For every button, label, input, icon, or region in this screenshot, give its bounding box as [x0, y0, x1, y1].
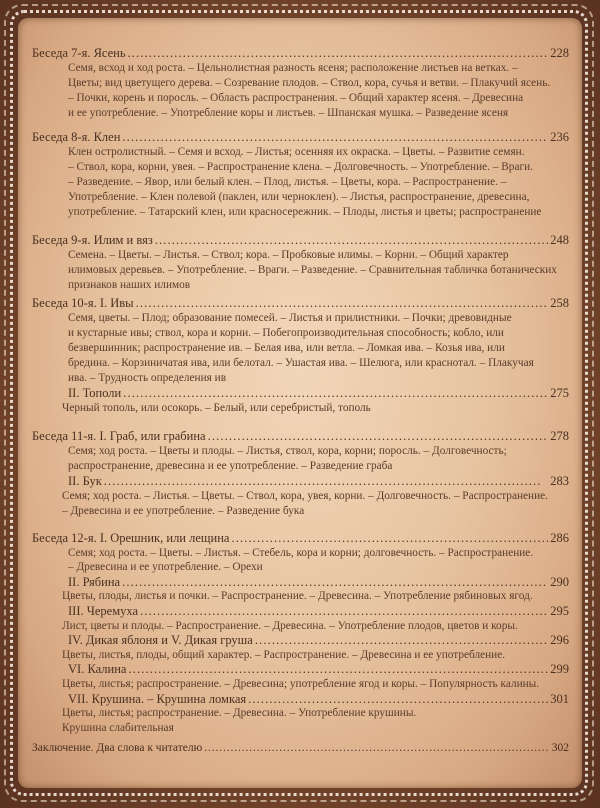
toc-description-line: распространение, древесина и ее употребление. – Разведение граба	[68, 460, 393, 472]
heading-title: Беседа 11-я. I. Граб, или грабина	[32, 429, 206, 443]
toc-description-line: Семя; ход роста. – Листья. – Цветы. – Ствол, кора, увея, корни. – Долговечность. – Распространение.	[62, 490, 548, 502]
page-number: 278	[550, 429, 569, 443]
page-number: 296	[550, 633, 569, 648]
toc-description-line: Цветы, листья; распространение. – Древесина. – Употребление крушины.	[62, 707, 417, 720]
toc-description-line: Крушина слабительная	[62, 721, 174, 734]
page-number: 236	[550, 130, 569, 144]
toc-description-line: Семя; ход роста. – Цветы. – Листья. – Стебель, кора и корни; долговечность. – Распространение.	[68, 546, 534, 559]
toc-heading[interactable]	[32, 531, 569, 546]
leader-dots	[122, 130, 548, 145]
heading-title: II. Рябина	[68, 574, 121, 589]
conclusion-page: 302	[551, 742, 569, 754]
toc-description-line: Употребление. – Клен полевой (паклен, или черноклен). – Листья, распространение, древесина,	[68, 191, 530, 203]
conclusion-title: Заключение. Два слова к читателю	[32, 742, 203, 754]
heading-title: Беседа 10-я. I. Ивы	[32, 296, 134, 310]
page-number: 301	[550, 691, 569, 706]
toc-description-line: илимовых деревьев. – Употребление. – Враги. – Разведение. – Сравнительная табличка ботанических	[68, 264, 557, 276]
leader-dots	[231, 531, 548, 546]
toc-description-line: бредина. – Корзиничатая ива, или белотал. – Ушастая ива. – Шелюга, или краснотал. – Плакучая	[68, 357, 534, 369]
toc-heading[interactable]	[32, 429, 569, 444]
leader-dots	[104, 474, 548, 489]
toc-heading[interactable]	[32, 633, 569, 648]
toc-description-line: Цветы, листья, плоды, общий характер. – Распространение. – Древесина и ее употребление.	[62, 648, 506, 661]
page-number: 290	[550, 574, 569, 589]
toc-conclusion[interactable]	[32, 741, 569, 756]
toc-heading[interactable]	[32, 662, 569, 677]
toc-heading[interactable]	[32, 46, 569, 61]
toc-heading[interactable]	[32, 130, 569, 145]
heading-title: II. Бук	[68, 474, 102, 488]
page-number: 286	[550, 531, 569, 545]
toc-description-line: признаков наших илимов	[68, 279, 191, 291]
toc-description-line: употребление. – Татарский клен, или красносережник. – Плоды, листья и цветы; распространение	[68, 206, 542, 218]
toc-heading[interactable]	[32, 604, 569, 619]
toc-description-line: – Почки, корень и поросль. – Область распространения. – Общий характер ясеня. – Древесина	[68, 92, 524, 104]
toc-heading[interactable]	[32, 233, 569, 248]
toc-section	[32, 233, 569, 293]
toc-description-line: Семя, всход и ход роста. – Цельнолистная разность ясеня; расположение листьев на ветках. –	[68, 62, 518, 74]
page-number: 295	[550, 603, 569, 618]
toc-section	[32, 130, 569, 220]
heading-title: Беседа 12-я. I. Орешник, или лещина	[32, 531, 230, 545]
page-number: 299	[550, 662, 569, 677]
heading-title: VI. Калина	[68, 662, 127, 677]
leader-dots	[255, 633, 548, 648]
leader-dots	[204, 741, 550, 756]
toc-description-line: – Ствол, кора, корни, увея. – Распространение клена. – Долговечность. – Употребление. – Враги.	[68, 161, 533, 173]
toc-heading[interactable]	[32, 474, 569, 489]
toc-heading[interactable]	[32, 575, 569, 590]
toc-section	[32, 429, 569, 519]
toc-section	[32, 531, 569, 735]
leader-dots	[208, 429, 549, 444]
toc-description-line: Клен остролистный. – Семя и всход. – Листья; осенняя их окраска. – Цветы. – Развитие семян.	[68, 146, 525, 158]
toc-description-line: и ее употребление. – Употребление коры и листьев. – Шпанская мушка. – Разведение ясеня	[68, 107, 509, 119]
toc-description-line: Цветы, листья; распространение. – Древесина; употребление ягод и коры. – Популярность калины.	[62, 677, 540, 690]
toc-description-line: Цветы, плоды, листья и почки. – Распространение. – Древесина. – Употребление рябиновых ягод.	[62, 590, 533, 603]
toc-description-line: и кустарные ивы; ствол, кора и корни. – Побегопроизводительная способность; кобло, или	[68, 327, 504, 339]
page-number: 228	[550, 46, 569, 60]
toc-description-line: – Разведение. – Явор, или белый клен. – Плод, листья. – Цветы, кора. – Распространение. –	[68, 176, 507, 188]
toc-heading[interactable]	[32, 692, 569, 707]
toc-description-line: Семя; ход роста. – Цветы и плоды. – Листья, ствол, кора, корни; поросль. – Долговечность;	[68, 445, 507, 457]
leader-dots	[128, 662, 548, 677]
page-number: 283	[550, 474, 569, 488]
leader-dots	[155, 233, 548, 248]
leader-dots	[123, 386, 548, 401]
heading-title: IV. Дикая яблоня и V. Дикая груша	[68, 633, 253, 648]
heading-title: Беседа 9-я. Илим и вяз	[32, 233, 153, 247]
page-number: 248	[550, 233, 569, 247]
leader-dots	[136, 296, 549, 311]
toc-description-line: Семена. – Цветы. – Листья. – Ствол; кора. – Пробковые илимы. – Корни. – Общий характер	[68, 249, 509, 261]
toc-description-line: ива. – Трудность определения ив	[68, 372, 227, 384]
page-number: 258	[550, 296, 569, 310]
toc-description-line: – Древесина и ее употребление. – Орехи	[68, 561, 263, 574]
heading-title: VII. Крушина. – Крушина ломкая	[68, 691, 247, 706]
leader-dots	[128, 46, 549, 61]
toc-description-line: Лист, цветы и плоды. – Распространение. – Древесина. – Употребление плодов, цветов и коры.	[62, 619, 518, 632]
page-number: 275	[550, 386, 569, 400]
toc-section	[32, 46, 569, 121]
toc-description-line: Семя, цветы. – Плод; образование помесей. – Листья и прилистники. – Почки; древовидные	[68, 312, 512, 324]
toc-description-line: – Древесина и ее употребление. – Разведение бука	[62, 505, 305, 517]
heading-title: Беседа 7-я. Ясень	[32, 46, 126, 60]
toc-heading[interactable]	[32, 386, 569, 401]
leader-dots	[122, 575, 548, 590]
heading-title: Беседа 8-я. Клен	[32, 130, 121, 144]
toc-description-line: безвершинник; распространение ив. – Белая ива, или ветла. – Ломкая ива. – Козья ива, или	[68, 342, 505, 354]
toc-heading[interactable]	[32, 296, 569, 311]
heading-title: II. Тополи	[68, 386, 122, 400]
toc-section	[32, 296, 569, 416]
leader-dots	[140, 604, 548, 619]
toc-description-line: Черный тополь, или осокорь. – Белый, или серебристый, тополь	[62, 402, 371, 414]
heading-title: III. Черемуха	[68, 603, 139, 618]
toc-description-line: Цветы; вид цветущего дерева. – Созревание плодов. – Ствол, кора, сучья и ветви. – Плакучий ясень.	[68, 77, 551, 89]
leader-dots	[248, 692, 548, 707]
